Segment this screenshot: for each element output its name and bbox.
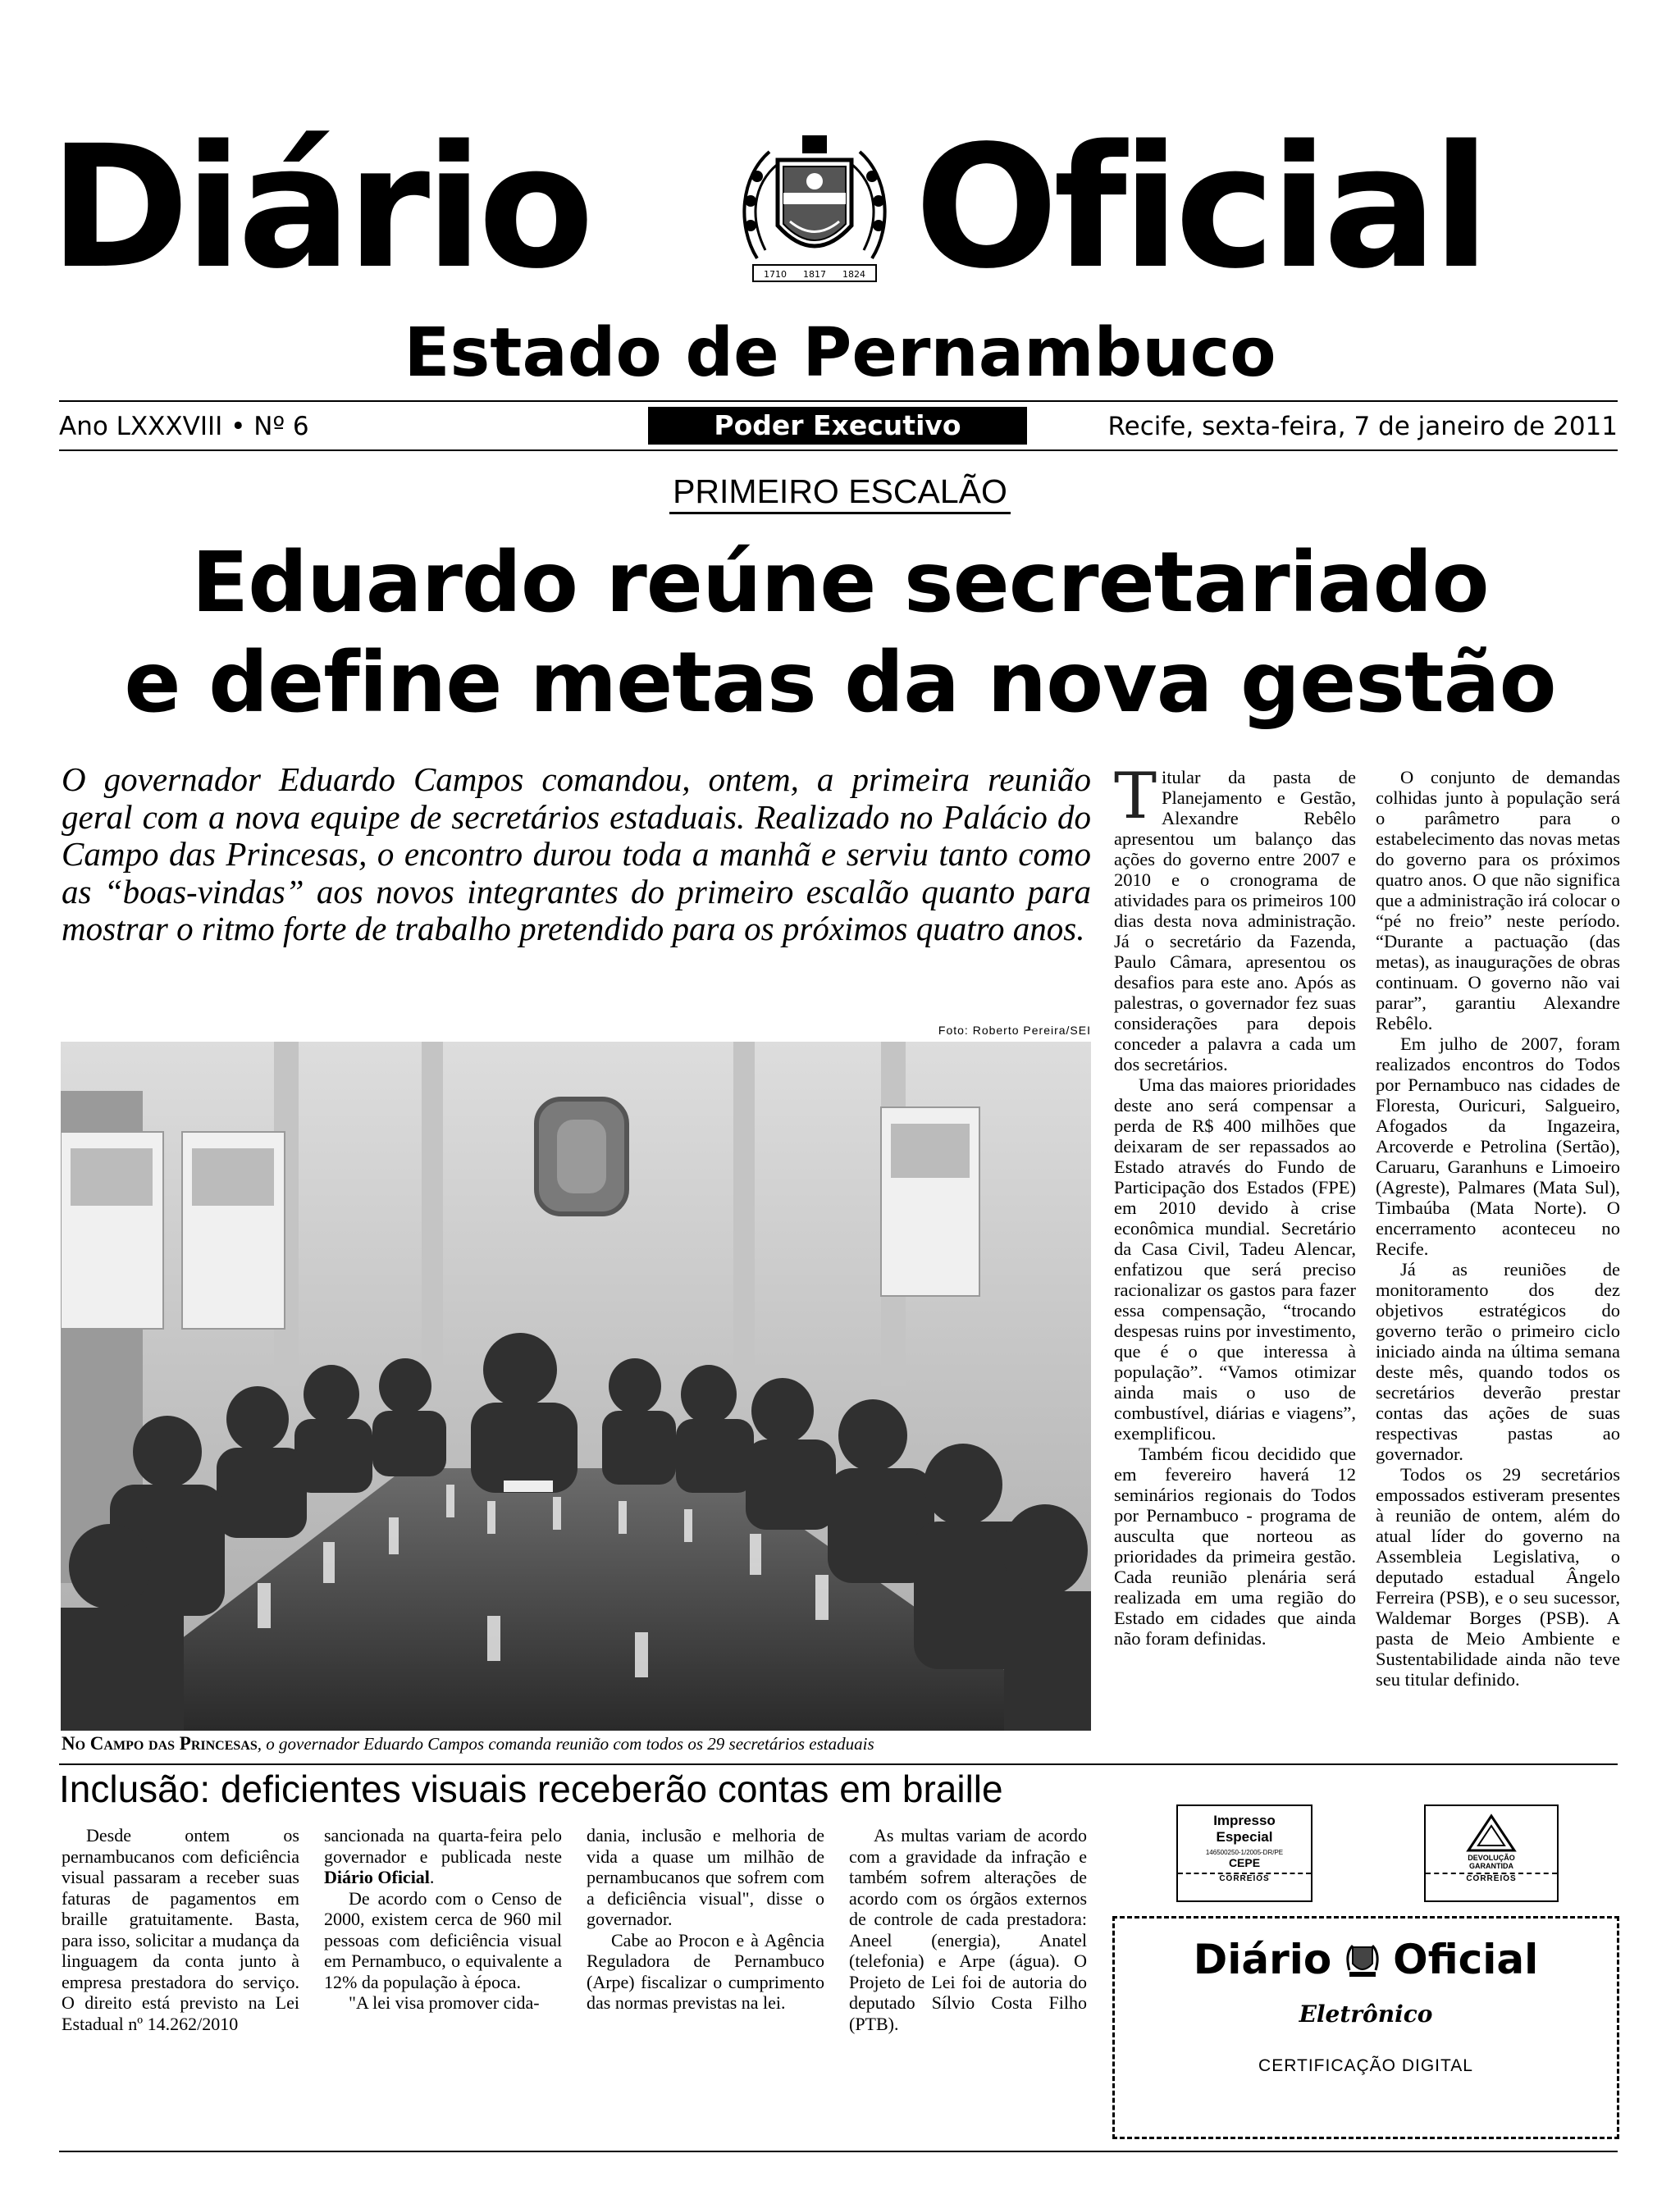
braille-col2-text-a: sancionada na quarta-feira pelo governador e publicada neste [324,1825,562,1867]
stamp2-line-1: DEVOLUÇÃO [1468,1854,1515,1862]
electronic-subtitle: Eletrônico [1299,2001,1433,2028]
bottom-rule [59,2151,1618,2152]
braille-col2-paragraph-3: "A lei visa promover cida- [349,1992,540,2013]
braille-col2-text-b: . [429,1867,435,1887]
crest-year-3: 1824 [842,269,865,280]
stamp-footer: CORREIOS [1178,1873,1311,1883]
braille-col3-paragraph-2: Cabe ao Procon e à Agência Reguladora de Pernambuco (Arpe) fiscalizar o cumprimento das normas previstas na lei. [587,1929,824,2013]
second-story-title: Inclusão: deficientes visuais receberão contas em braille [59,1768,1003,1810]
photo-caption [62,1733,1095,1754]
electronic-footer: CERTIFICAÇÃO DIGITAL [1258,2056,1473,2075]
issue-number: Ano LXXXVIII • Nº 6 [59,412,309,441]
section-badge: Poder Executivo [648,407,1027,445]
caption-text: , o governador Eduardo Campos comanda reunião com todos os 29 secretários estaduais [257,1734,874,1754]
crest-small-icon [1346,1942,1379,1978]
headline-line-1: Eduardo reúne secretariado [191,534,1489,632]
lead-paragraph: O governador Eduardo Campos comandou, ontem, a primeira reunião geral com a nova equipe de secretários estaduais. Realizado no Palácio do Campo das Princesas, o encontro durou toda a manhã e serviu tanto como as “boas-vindas” aos novos integrantes do primeiro escalão quanto para mostrar o ritmo forte de trabalho pretendido para os próximos quatro anos. [62,760,1091,947]
postal-stamp-impresso [1176,1804,1312,1902]
photo-credit: Foto: Roberto Pereira/SEI [938,1024,1091,1037]
col2-paragraph-4: Todos os 29 secretários empossados estiveram presentes à reunião de ontem, além do atual líder do governo na Assembleia Legislativa, o deputado estadual Ângelo Ferreira (PSB), e o seu sucessor, Waldemar Borges (PSB). A pasta de Meio Ambiente e Sustentabilidade ainda não teve seu titular definido. [1376,1464,1620,1690]
crest-year-2: 1817 [803,269,826,280]
kicker-text: PRIMEIRO ESCALÃO [669,472,1011,514]
masthead-title-right: Oficial [915,109,1486,306]
headline [33,533,1647,733]
second-story-column-1 [62,1825,299,2034]
stamp2-footer: CORREIOS [1426,1873,1557,1883]
dropcap: T [1114,760,1157,833]
main-story-column-1 [1114,760,1356,1649]
electronic-edition-box [1112,1916,1619,2139]
stamp-line-1: Impresso [1213,1813,1276,1828]
masthead-rule-bottom [59,449,1618,451]
masthead-state: Estado de Pernambuco [404,314,1276,392]
second-story-column-3 [587,1825,824,2014]
masthead-title-left: Diário [49,109,590,306]
col2-paragraph-3: Já as reuniões de monitoramento dos dez objetivos estratégicos do governo terão o primeiro ciclo iniciado ainda na última semana deste mês, quando todos os secretários deverão prestar contas das ações de suas respectivas pastas ao governador. [1376,1259,1620,1464]
second-story-column-4 [849,1825,1087,2034]
section-rule [59,1763,1618,1765]
date-line: Recife, sexta-feira, 7 de janeiro de 2011 [1107,412,1618,441]
crest-year-1: 1710 [764,269,787,280]
col1-paragraph-1: itular da pasta de Planejamento e Gestão, Alexandre Rebêlo apresentou um balanço das ações do governo entre 2007 e 2010 e o cronograma de atividades para os primeiros 100 dias desta nova administração. Já o secretário da Fazenda, Paulo Câmara, apresentou os desafios para este ano. Após as palestras, o governador fez suas considerações para depois conceder a palavra a cada um dos secretários. [1114,767,1356,1074]
electronic-title-right: Oficial [1393,1936,1539,1983]
second-story-column-2 [324,1825,562,2014]
braille-col2-paragraph-2: De acordo com o Censo de 2000, existem cerca de 960 mil pessoas com deficiência visual em Pernambuco, o equivalente a 12% da população à época. [324,1887,562,1992]
kicker [0,472,1680,511]
col1-paragraph-2: Uma das maiores prioridades deste ano será compensar a perda de R$ 400 milhões que deixaram de ser repassados ao Estado através do Fundo de Participação dos Estados (FPE) em 2010 devido à crise econômica mundial. Secretário da Casa Civil, Tadeu Alencar, enfatizou que será preciso racionalizar os gastos para fazer essa compensação, “trocando despesas ruins por investimento, que é o que interessa à população”. “Vamos otimizar ainda mais o uso de combustível, diárias e viagens”, exemplificou. [1114,1074,1356,1444]
main-story-column-2 [1376,767,1620,1690]
meeting-photo [61,1042,1091,1731]
headline-line-2: e define metas da nova gestão [124,634,1556,732]
stamp2-line-2: GARANTIDA [1469,1862,1513,1870]
braille-col1-text: Desde ontem os pernambucanos com deficiência visual passaram a receber suas faturas de pagamentos em braille gratuitamente. Basta, para isso, solicitar a mudança da linguagem da conta junto à empresa prestadora do serviço. O direito está previsto na Lei Estadual nº 14.262/2010 [62,1825,299,2034]
masthead-rule-top [59,400,1618,402]
electronic-title-left: Diário [1193,1936,1332,1983]
braille-col4-paragraph-1: As multas variam de acordo com a gravidade da infração e também sofrem alterações de acordo com os órgãos externos de controle de cada prestadora: Aneel (energia), Anatel (telefonia) e Arpe (água). O Projeto de Lei foi de autoria do deputado Sílvio Costa Filho (PTB). [849,1825,1087,2034]
caption-label: No Campo das Princesas [62,1733,258,1754]
stamp-line-2: Especial [1216,1829,1273,1845]
col1-paragraph-3: Também ficou decidido que em fevereiro haverá 12 seminários regionais do Todos por Pernambuco - programa de ausculta que norteou as prioridades da primeira gestão. Cada reunião plenária será realizada em uma região do Estado em cidades que ainda não foram definidas. [1114,1444,1356,1649]
col2-paragraph-1: O conjunto de demandas colhidas junto à população será o parâmetro para o estabelecimento das novas metas do governo para os próximos quatro anos. O que não significa que a administração irá colocar o “pé no freio” neste período. “Durante a pactuação (das metas), as inaugurações de obras continuam. O governo não vai parar”, garantiu Alexandre Rebêlo. [1376,767,1620,1033]
braille-col2-bold: Diário Oficial [324,1867,430,1887]
stamp-code: 146500250-1/2005-DR/PE [1205,1849,1284,1856]
braille-col3-paragraph-1: dania, inclusão e melhoria de vida a quase um milhão de pernambucanos que sofrem com a deficiência visual", disse o governador. [587,1825,824,1929]
postal-stamp-devolucao [1424,1804,1559,1902]
coat-of-arms-icon [733,127,897,291]
triangle-icon [1465,1813,1518,1854]
col2-paragraph-2: Em julho de 2007, foram realizados encontros do Todos por Pernambuco nas cidades de Floresta, Ouricuri, Salgueiro, Afogados da Ingazeira, Arcoverde e Petrolina (Sertão), Caruaru, Garanhuns e Limoeiro (Agreste), Palmares (Mata Sul), Timbaúba (Mata Norte). O encerramento aconteceu no Recife. [1376,1033,1620,1259]
electronic-title [1115,1937,1617,1982]
stamp-org: CEPE [1228,1856,1261,1869]
